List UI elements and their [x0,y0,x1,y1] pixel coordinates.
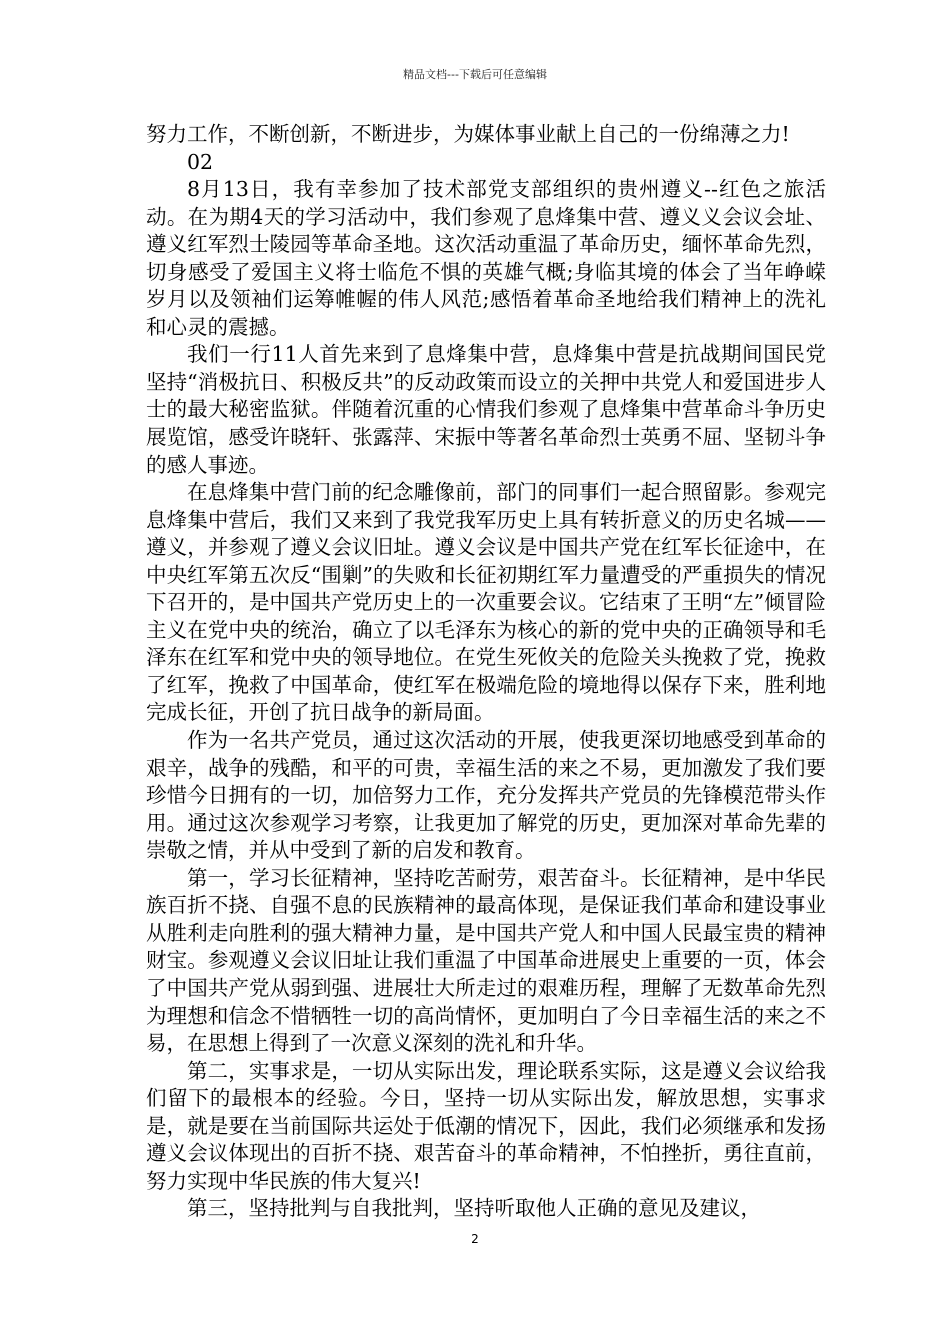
paragraph-continued: 努力工作，不断创新，不断进步，为媒体事业献上自己的一份绵薄之力! [146,122,790,146]
paragraph-second-point: 第二，实事求是，一切从实际出发，理论联系实际，这是遵义会议给我们留下的最根本的经验。今日，坚持一切从实际出发，解放思想，实事求是，就是要在当前国际共运处于低潮的情况下，因此，我们必须继承和发扬遵义会议体现出的百折不挠、艰苦奋斗的革命精神，不怕挫折，勇往直前，努力实现中华民族的伟大复兴! [146,1058,826,1193]
page-number: 2 [471,1232,479,1246]
page-header: 精品文档---下载后可任意编辑 [403,68,547,81]
paragraph-first-point: 第一，学习长征精神，坚持吃苦耐劳，艰苦奋斗。长征精神，是中华民族百折不挠、自强不息的民族精神的最高体现，是保证我们革命和建设事业从胜利走向胜利的强大精神力量，是中国共产党人和中国人民最宝贵的精神财宝。参观遵义会议旧址让我们重温了中国革命进展史上重要的一页，体会了中国共产党从弱到强、进展壮大所走过的艰难历程，理解了无数革命先烈为理想和信念不惜牺牲一切的高尚情怀，更加明白了今日幸福生活的来之不易，在思想上得到了一次意义深刻的洗礼和升华。 [146,865,826,1056]
section-number: 02 [187,149,214,174]
document-body [146,121,826,1223]
paragraph-reflection: 作为一名共产党员，通过这次活动的开展，使我更深切地感受到革命的艰辛，战争的残酷，和平的可贵，幸福生活的来之不易，更加激发了我们要珍惜今日拥有的一切，加倍努力工作，充分发挥共产党员的先锋模范带头作用。通过这次参观学习考察，让我更加了解党的历史，更加深对革命先辈的崇敬之情，并从中受到了新的启发和教育。 [146,728,826,863]
paragraph-intro: 8月13日，我有幸参加了技术部党支部组织的贵州遵义--红色之旅活动。在为期4天的学习活动中，我们参观了息烽集中营、遵义义会议会址、遵义红军烈士陵园等革命圣地。这次活动重温了革命历史，缅怀革命先烈，切身感受了爱国主义将士临危不惧的英雄气概;身临其境的体会了当年峥嵘岁月以及领袖们运筹帷幄的伟人风范;感悟着革命圣地给我们精神上的洗礼和心灵的震撼。 [146,177,826,339]
paragraph-third-point: 第三，坚持批判与自我批判，坚持听取他人正确的意见及建议， [187,1196,761,1221]
paragraph-xifeng: 我们一行11人首先来到了息烽集中营，息烽集中营是抗战期间国民党坚持“消极抗日、积极反共”的反动政策而设立的关押中共党人和爱国进步人士的最大秘密监狱。伴随着沉重的心情我们参观了息烽集中营革命斗争历史展览馆，感受许晓轩、张露萍、宋振中等著名革命烈士英勇不屈、坚韧斗争的感人事迹。 [146,342,826,477]
paragraph-zunyi: 在息烽集中营门前的纪念雕像前，部门的同事们一起合照留影。参观完息烽集中营后，我们又来到了我党我军历史上具有转折意义的历史名城——遵义，并参观了遵义会议旧址。遵义会议是中国共产党在红军长征途中，在中央红军第五次反“围剿”的失败和长征初期红军力量遭受的严重损失的情况下召开的，是中国共产党历史上的一次重要会议。它结束了王明“左”倾冒险主义在党中央的统治，确立了以毛泽东为核心的新的党中央的正确领导和毛泽东在红军和党中央的领导地位。在党生死攸关的危险关头挽救了党，挽救了红军，挽救了中国革命，使红军在极端危险的境地得以保存下来，胜利地完成长征，开创了抗日战争的新局面。 [146,480,826,725]
